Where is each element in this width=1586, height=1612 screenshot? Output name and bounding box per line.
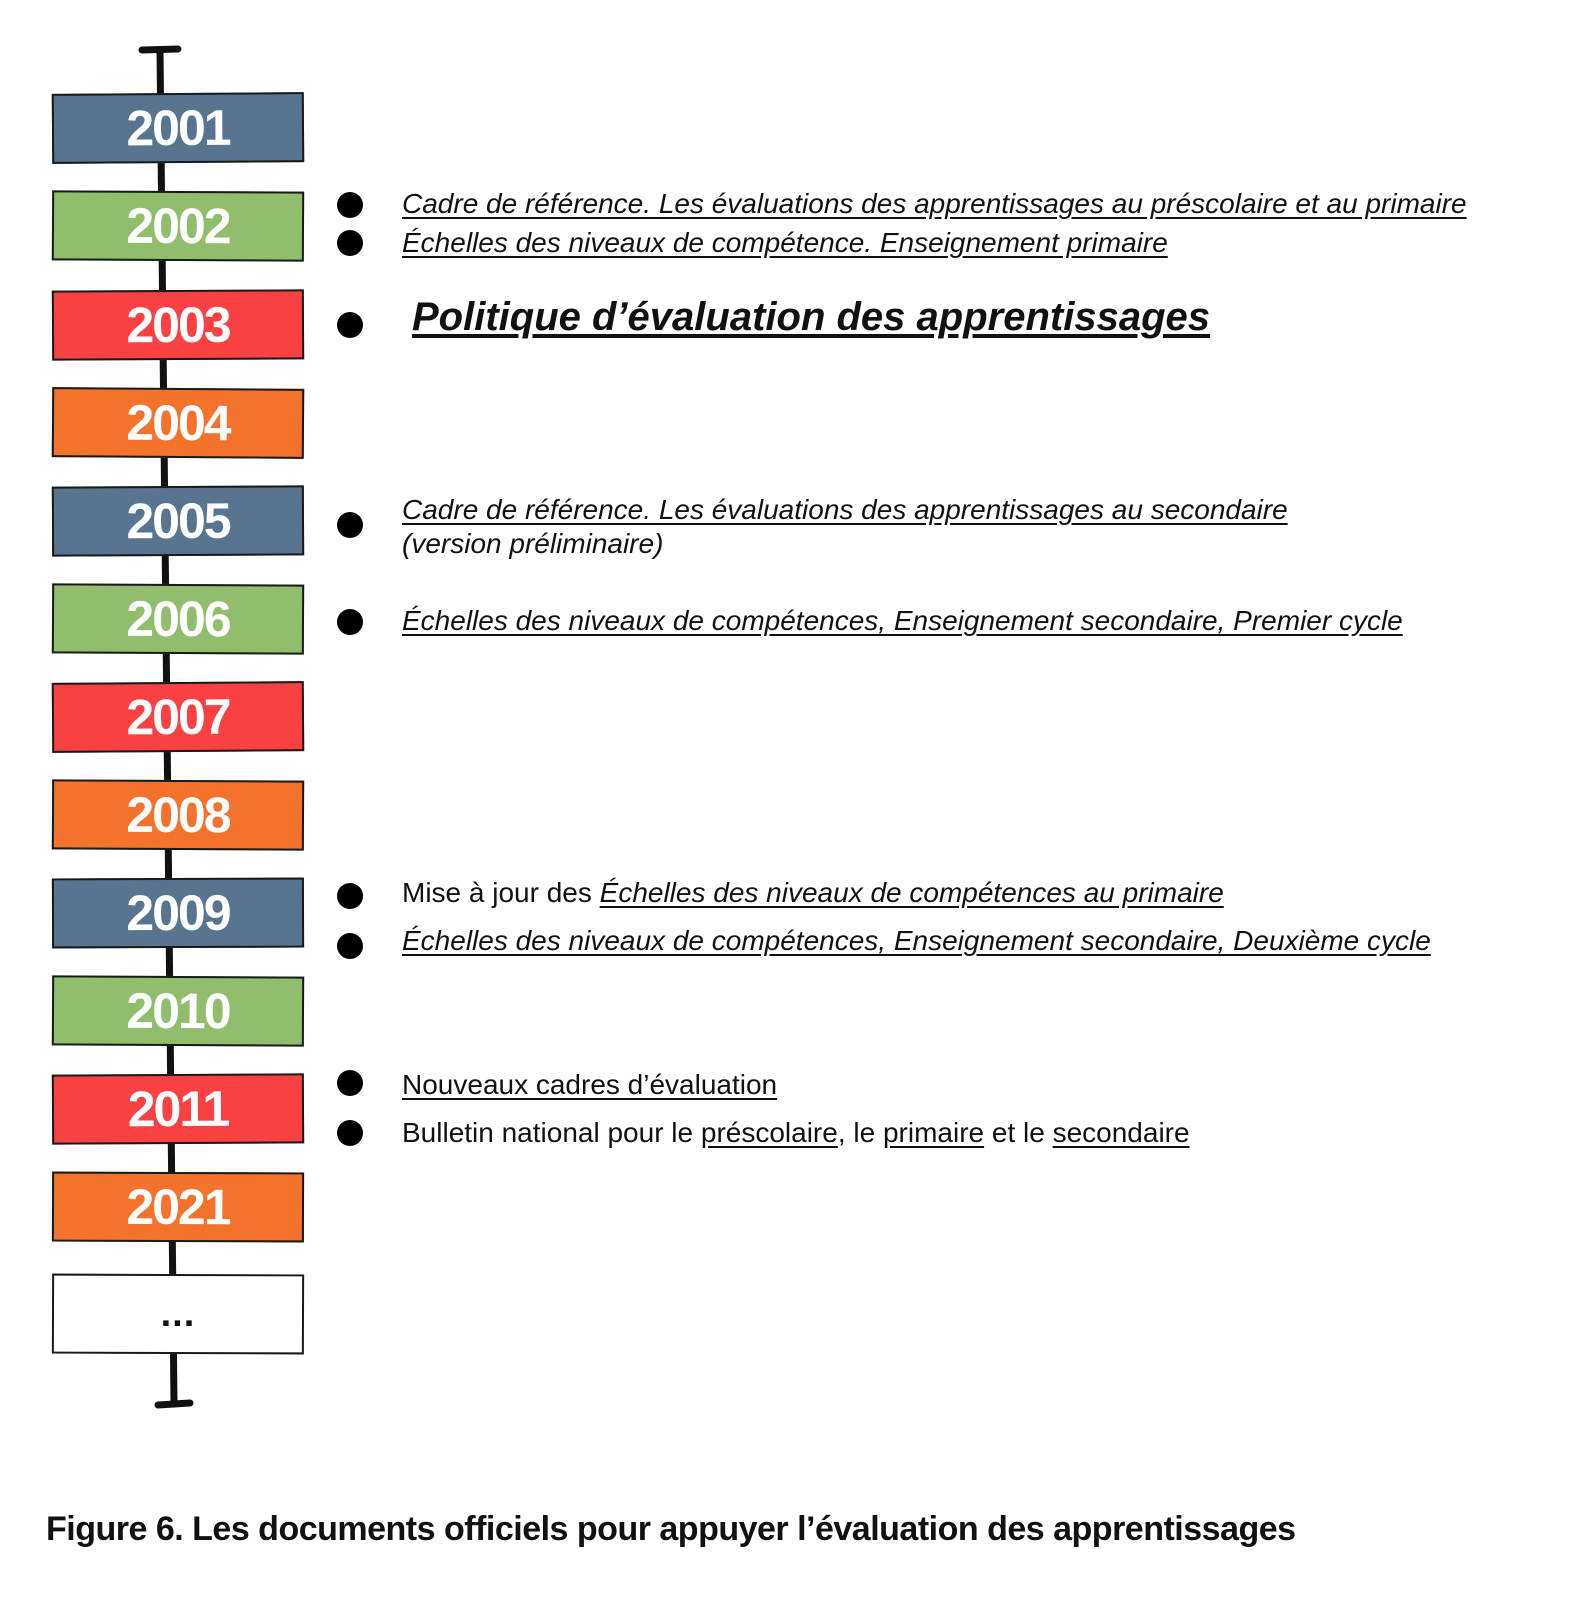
bulletin-primaire: primaire xyxy=(882,1117,985,1148)
year-box-2003: 2003 xyxy=(52,289,304,360)
year-box-2010: 2010 xyxy=(52,975,304,1046)
year-box-2001: 2001 xyxy=(52,92,304,164)
bullet-icon xyxy=(337,192,363,218)
bullet-icon xyxy=(337,883,363,909)
entry-2003-politique: Politique d’évaluation des apprentissages xyxy=(412,295,1210,339)
entry-2006-echelles: Échelles des niveaux de compétences, Enseignement secondaire, Premier cycle xyxy=(402,605,1403,636)
bullet-icon xyxy=(337,512,363,538)
bullet-icon xyxy=(337,1120,363,1146)
bullet-icon xyxy=(337,230,363,256)
bulletin-text-3: et le xyxy=(984,1117,1053,1148)
entry-2009-title: Échelles des niveaux de compétences au primaire xyxy=(599,877,1224,908)
year-box-2002: 2002 xyxy=(52,190,304,261)
year-box-2009: 2009 xyxy=(52,878,304,949)
entry-2002-echelles: Échelles des niveaux de compétence. Enseignement primaire xyxy=(402,227,1168,258)
year-box-2008: 2008 xyxy=(52,779,304,850)
year-box-2021: 2021 xyxy=(52,1172,304,1243)
entry-2009-mise-a-jour xyxy=(402,876,1224,910)
entry-2011-bulletin xyxy=(402,1116,1190,1150)
year-box-2005: 2005 xyxy=(52,485,304,556)
entry-2011-cadres: Nouveaux cadres d’évaluation xyxy=(402,1069,778,1100)
bullet-icon xyxy=(337,933,363,959)
year-box-2007: 2007 xyxy=(52,681,304,753)
entry-2002-cadre: Cadre de référence. Les évaluations des apprentissages au préscolaire et au primaire xyxy=(402,188,1467,219)
figure-caption: Figure 6. Les documents officiels pour appuyer l’évaluation des apprentissages xyxy=(46,1510,1296,1548)
year-box-2004: 2004 xyxy=(52,387,304,459)
bullet-icon xyxy=(337,312,363,338)
entry-2005-cadre: Cadre de référence. Les évaluations des apprentissages au secondaire xyxy=(402,494,1288,525)
entry-2009-echelles: Échelles des niveaux de compétences, Enseignement secondaire, Deuxième cycle xyxy=(402,925,1431,956)
year-box-continuation: ... xyxy=(52,1274,304,1355)
entry-2005-note: (version préliminaire) xyxy=(402,528,664,559)
bulletin-prescolaire: préscolaire xyxy=(700,1117,838,1148)
year-box-2011: 2011 xyxy=(52,1073,304,1144)
bullet-icon xyxy=(337,1070,363,1096)
bulletin-text-2: , le xyxy=(837,1117,883,1148)
bullet-icon xyxy=(337,609,363,635)
entry-2009-prefix: Mise à jour des xyxy=(402,877,600,908)
bulletin-secondaire: secondaire xyxy=(1052,1117,1190,1148)
year-box-2006: 2006 xyxy=(52,583,304,654)
bulletin-text-1: Bulletin national pour le xyxy=(402,1117,701,1148)
